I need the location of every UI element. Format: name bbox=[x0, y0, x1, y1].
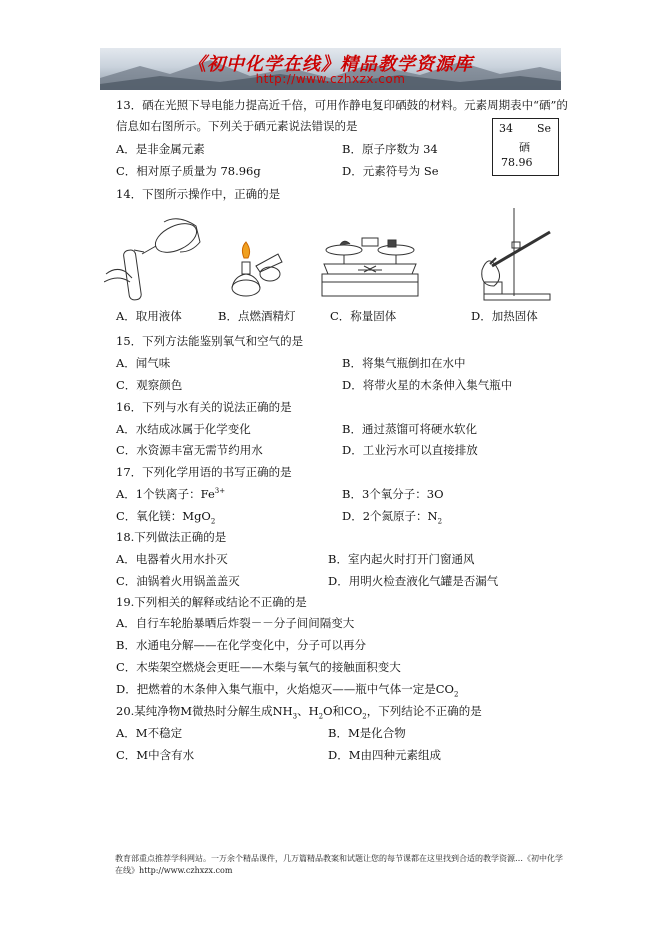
q15-option-a: A．闻气味 bbox=[116, 356, 171, 370]
q17-option-a: A．1个铁离子：$Fe^{3+}$ bbox=[116, 487, 226, 501]
q19-option-a: A．自行车轮胎暴晒后炸裂－－分子间间隔变大 bbox=[116, 616, 355, 630]
q14-option-a: A．取用液体 bbox=[116, 309, 182, 323]
pour-liquid-figure bbox=[104, 212, 204, 304]
q17-stem: 17．下列化学用语的书写正确的是 bbox=[116, 465, 292, 479]
q13-option-c: C．相对原子质量为 78.96g bbox=[116, 164, 261, 178]
q18-option-c: C．油锅着火用锅盖盖灭 bbox=[116, 574, 240, 588]
q20-stem: 20.某纯净物M微热时分解生成$NH_3$、$H_2O$和$CO_2$，下列结论不正确的是 bbox=[116, 704, 482, 721]
q13-option-d: D．元素符号为 Se bbox=[342, 164, 439, 178]
q17-option-d: D．2个氮原子：$N_2$ bbox=[342, 509, 443, 526]
q17-option-b: B．3个氧分子：3O bbox=[342, 487, 444, 501]
element-symbol: Se bbox=[537, 122, 552, 135]
periodic-table-cell bbox=[492, 118, 559, 176]
q19-option-d: D．把燃着的木条伸入集气瓶中，火焰熄灭——瓶中气体一定是$CO_2$ bbox=[116, 682, 459, 699]
q20-option-a: A．M不稳定 bbox=[116, 726, 183, 740]
q16-stem: 16．下列与水有关的说法正确的是 bbox=[116, 400, 292, 414]
q18-stem: 18.下列做法正确的是 bbox=[116, 530, 227, 544]
q15-stem: 15．下列方法能鉴别氧气和空气的是 bbox=[116, 334, 304, 348]
alcohol-lamp-figure bbox=[226, 240, 286, 304]
element-name: 硒 bbox=[519, 141, 530, 154]
q13-stem-line1: 13．硒在光照下导电能力提高近千倍，可用作静电复印硒鼓的材料。元素周期表中“硒”的 bbox=[116, 98, 568, 112]
element-number: 34 bbox=[499, 122, 513, 135]
q14-option-d: D．加热固体 bbox=[471, 309, 538, 323]
q13-option-a: A．是非金属元素 bbox=[116, 142, 205, 156]
q13-option-b: B．原子序数为 34 bbox=[342, 142, 438, 156]
banner-title: 《初中化学在线》精品教学资源库 bbox=[188, 54, 473, 75]
balance-scale-figure bbox=[318, 232, 422, 302]
q18-option-a: A．电器着火用水扑灭 bbox=[116, 552, 228, 566]
q15-option-b: B．将集气瓶倒扣在水中 bbox=[342, 356, 466, 370]
q14-option-b: B．点燃酒精灯 bbox=[218, 309, 296, 323]
heating-solid-figure bbox=[474, 204, 558, 304]
q16-option-c: C．水资源丰富无需节约用水 bbox=[116, 443, 263, 457]
header-banner bbox=[100, 48, 561, 90]
q17-option-c: C．氧化镁：MgO$_2$ bbox=[116, 509, 216, 526]
q18-option-d: D．用明火检查液化气罐是否漏气 bbox=[328, 574, 499, 588]
q18-option-b: B．室内起火时打开门窗通风 bbox=[328, 552, 475, 566]
q14-option-c: C．称量固体 bbox=[330, 309, 397, 323]
q16-option-d: D．工业污水可以直接排放 bbox=[342, 443, 478, 457]
page-footer: 教育部重点推荐学科网站。一万余个精品课件，几万篇精品教案和试题让您的每节课都在这里找到合适的教学资源…《初中化学在线》http://www.czhxzx.com bbox=[115, 854, 563, 875]
q20-option-d: D．M由四种元素组成 bbox=[328, 748, 441, 762]
q14-stem: 14．下图所示操作中，正确的是 bbox=[116, 187, 281, 201]
q15-option-d: D．将带火星的木条伸入集气瓶中 bbox=[342, 378, 513, 392]
q16-option-b: B．通过蒸馏可将硬水软化 bbox=[342, 422, 477, 436]
q13-stem-line2: 信息如右图所示。下列关于硒元素说法错误的是 bbox=[116, 119, 358, 133]
q19-stem: 19.下列相关的解释或结论不正确的是 bbox=[116, 595, 307, 609]
q19-option-b: B．水通电分解——在化学变化中，分子可以再分 bbox=[116, 638, 366, 652]
q19-option-c: C．木柴架空燃烧会更旺——木柴与氧气的接触面积变大 bbox=[116, 660, 401, 674]
element-mass: 78.96 bbox=[501, 156, 533, 169]
q16-option-a: A．水结成冰属于化学变化 bbox=[116, 422, 251, 436]
q15-option-c: C．观察颜色 bbox=[116, 378, 183, 392]
banner-url[interactable]: http://www.czhxzx.com bbox=[255, 72, 406, 86]
q20-option-b: B．M是化合物 bbox=[328, 726, 406, 740]
q20-option-c: C．M中含有水 bbox=[116, 748, 195, 762]
